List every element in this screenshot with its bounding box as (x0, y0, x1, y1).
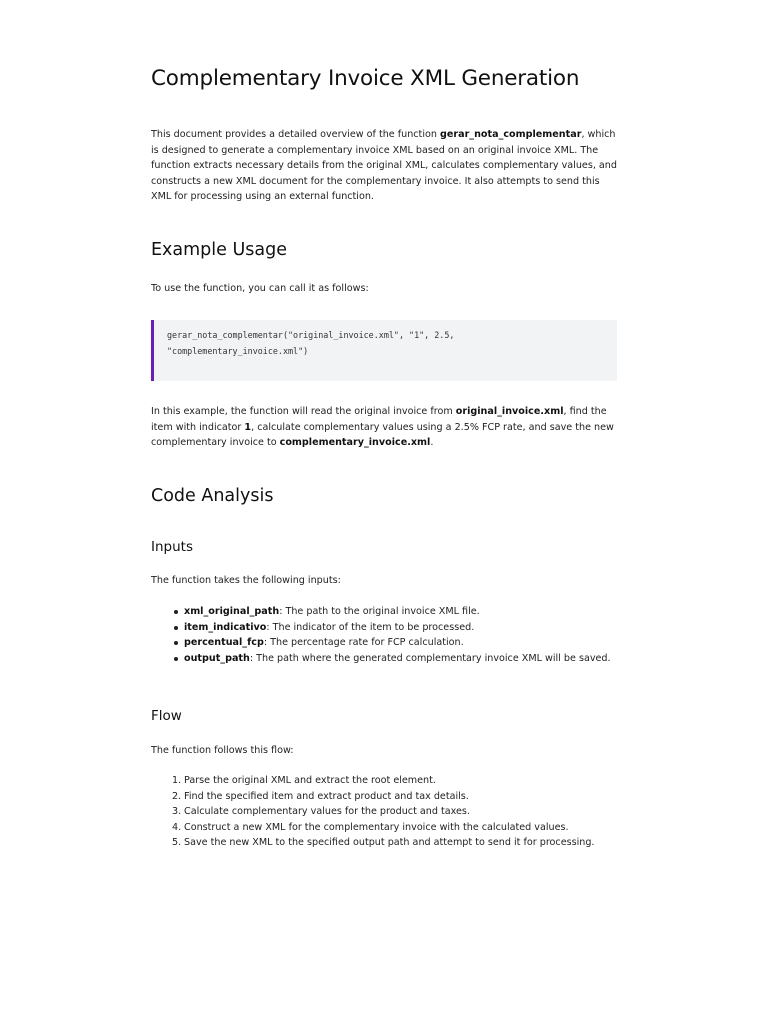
list-item (151, 773, 619, 789)
step-number: 1. (172, 775, 182, 786)
step-text: Parse the original XML and extract the root element. (184, 775, 436, 786)
page-title: Complementary Invoice XML Generation (151, 66, 580, 91)
example-desc-text-3: , calculate complementary values using a 2.5% FCP rate, and save the new complementary invoice to (151, 421, 614, 449)
intro-text-before: This document provides a detailed overview of the function (151, 129, 440, 140)
function-name: gerar_nota_complementar (439, 129, 582, 140)
flow-heading: Flow (151, 708, 182, 724)
inputs-list (151, 604, 619, 666)
step-text: Construct a new XML for the complementary invoice with the calculated values. (184, 821, 569, 833)
input-desc: : The path to the original invoice XML file. (279, 606, 480, 617)
example-lead: To use the function, you can call it as follows: (151, 283, 369, 294)
example-desc-text-1: In this example, the function will read the original invoice from (151, 406, 456, 417)
list-item (151, 835, 619, 851)
list-item (151, 820, 619, 836)
inputs-lead: The function takes the following inputs: (151, 575, 341, 586)
list-item (151, 620, 619, 636)
input-name: percentual_fcp (184, 637, 264, 649)
intro-paragraph (151, 127, 619, 205)
input-desc: : The indicator of the item to be processed. (266, 621, 475, 633)
code-block (151, 320, 617, 381)
input-desc: : The path where the generated complementary invoice XML will be saved. (249, 652, 611, 664)
flow-lead: The function follows this flow: (151, 745, 294, 756)
list-item (151, 651, 619, 667)
list-item (151, 635, 619, 651)
step-number: 5. (172, 837, 182, 849)
code-analysis-heading: Code Analysis (151, 486, 274, 506)
indicator-value: 1 (244, 421, 252, 433)
example-desc-text-2: , find the item with indicator (151, 406, 607, 433)
input-desc: : The percentage rate for FCP calculation. (263, 637, 464, 649)
inputs-heading: Inputs (151, 539, 193, 555)
intro-text-after: , which is designed to generate a complementary invoice XML based on an original invoice XML. The function extracts necessary details from the original XML, calculates complementary values, and constructs a new XML document for the complementary invoice. It also attempts to send this XML for processing using an external function. (151, 129, 617, 203)
code-line-2: "complementary_invoice.xml") (167, 345, 309, 356)
example-description (151, 404, 619, 451)
step-text: Save the new XML to the specified output path and attempt to send it for processing. (184, 837, 595, 849)
step-number: 3. (172, 806, 182, 818)
output-file-name: complementary_invoice.xml (279, 437, 431, 449)
step-number: 2. (172, 790, 182, 802)
list-item (151, 604, 619, 620)
step-text: Calculate complementary values for the product and taxes. (184, 806, 470, 818)
code-line-1: gerar_nota_complementar("original_invoice.xml", "1", 2.5, (167, 330, 455, 340)
example-usage-heading: Example Usage (151, 240, 288, 260)
step-number: 4. (172, 821, 182, 833)
list-item (151, 789, 619, 805)
input-name: item_indicativo (184, 621, 267, 633)
step-text: Find the specified item and extract product and tax details. (184, 790, 469, 802)
list-item (151, 804, 619, 820)
flow-list (151, 773, 619, 851)
input-name: output_path (184, 652, 250, 664)
code-text (167, 328, 454, 359)
input-name: xml_original_path (184, 606, 280, 617)
example-desc-text-4: . (430, 437, 434, 449)
original-file-name: original_invoice.xml (455, 406, 564, 417)
